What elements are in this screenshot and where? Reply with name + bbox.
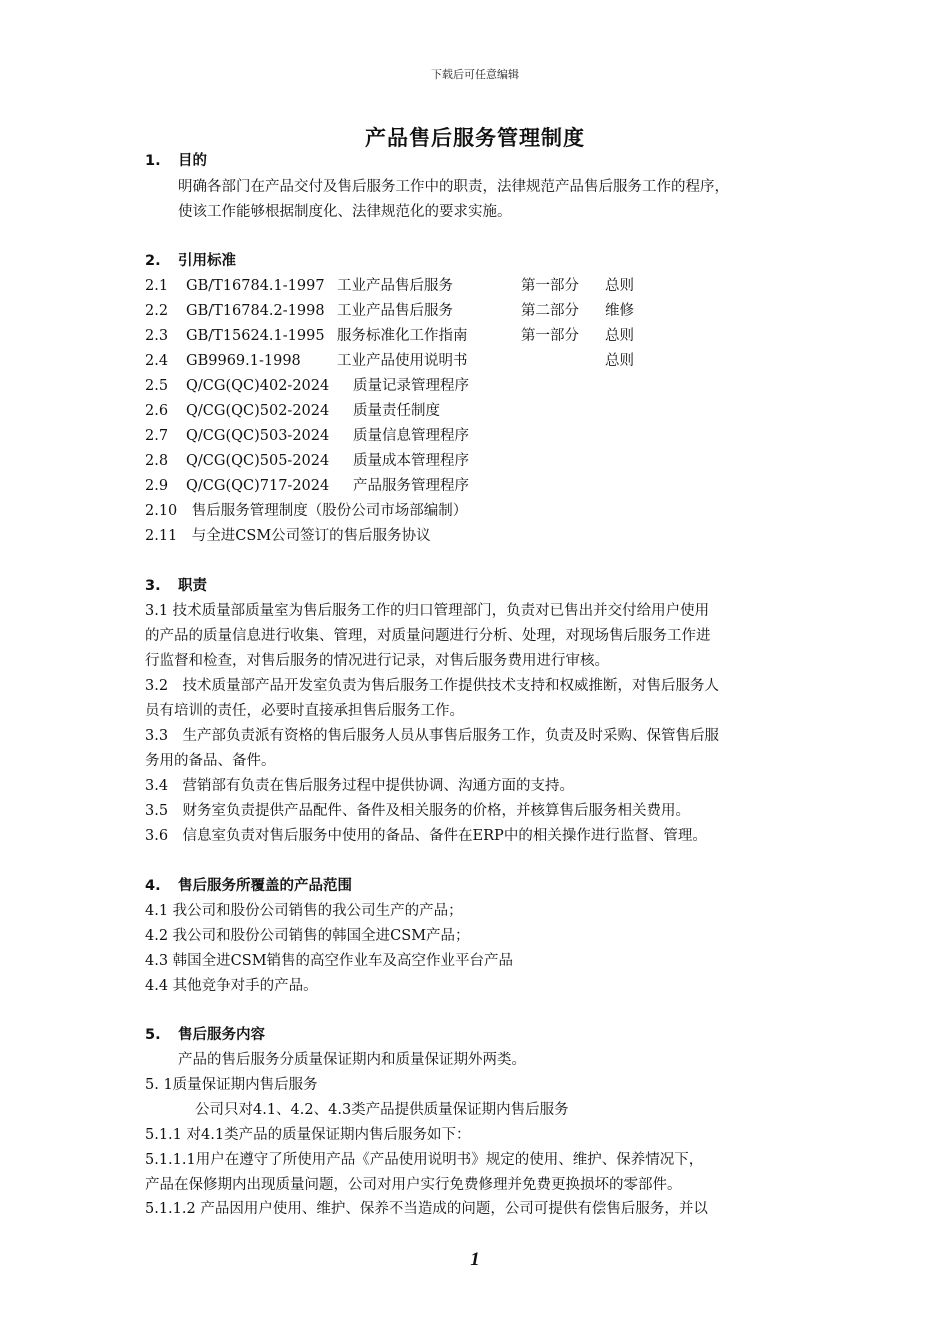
standard-tail: 维修 xyxy=(605,303,634,319)
scope-line: 4.3 韩国全进CSM销售的高空作业车及高空作业平台产品 xyxy=(145,953,514,969)
standard-code: Q/CG(QC)505-2024 xyxy=(186,453,330,469)
standard-no: 2.3 xyxy=(145,328,169,344)
standard-name: 质量责任制度 xyxy=(353,403,440,419)
page-title: 产品售后服务管理制度 xyxy=(365,126,585,150)
scope-line: 4.4 其他竞争对手的产品。 xyxy=(145,978,318,994)
content-line: 产品在保修期内出现质量问题，公司对用户实行免费修理并免费更换损坏的零部件。 xyxy=(145,1177,682,1193)
standard-name: 工业产品使用说明书 xyxy=(337,353,468,369)
section-1-number: 1. xyxy=(145,153,161,169)
duty-line: 3.2 技术质量部产品开发室负责为售后服务工作提供技术支持和权威推断，对售后服务人 xyxy=(145,678,720,694)
standard-no: 2.5 xyxy=(145,378,169,394)
section-5-heading: 售后服务内容 xyxy=(178,1027,265,1043)
section-4-number: 4. xyxy=(145,878,161,894)
standard-part: 第一部分 xyxy=(521,278,579,294)
standard-tail: 总则 xyxy=(605,328,634,344)
standard-no: 2.9 xyxy=(145,478,169,494)
standard-no: 2.7 xyxy=(145,428,169,444)
duty-line: 的产品的质量信息进行收集、管理，对质量问题进行分析、处理，对现场售后服务工作进 xyxy=(145,628,711,644)
content-line: 公司只对4.1、4.2、4.3类产品提供质量保证期内售后服务 xyxy=(195,1102,569,1118)
content-line: 5. 1质量保证期内售后服务 xyxy=(145,1077,318,1093)
standard-name: 质量信息管理程序 xyxy=(353,428,469,444)
standard-part: 第二部分 xyxy=(521,303,579,319)
standard-no: 2.2 xyxy=(145,303,169,319)
standard-no: 2.6 xyxy=(145,403,169,419)
standard-name: 产品服务管理程序 xyxy=(353,478,469,494)
section-2-heading: 引用标准 xyxy=(178,253,236,269)
standard-code: GB/T16784.2-1998 xyxy=(186,303,325,319)
standard-no: 2.8 xyxy=(145,453,169,469)
section-1-para-line: 明确各部门在产品交付及售后服务工作中的职责，法律规范产品售后服务工作的程序， xyxy=(178,179,729,195)
standard-code: Q/CG(QC)503-2024 xyxy=(186,428,330,444)
duty-line: 3.3 生产部负责派有资格的售后服务人员从事售后服务工作，负责及时采购、保管售后服 xyxy=(145,728,720,744)
content-line: 5.1.1.1用户在遵守了所使用产品《产品使用说明书》规定的使用、维护、保养情况下， xyxy=(145,1152,704,1168)
duty-line: 员有培训的责任，必要时直接承担售后服务工作。 xyxy=(145,703,464,719)
standard-name: 质量成本管理程序 xyxy=(353,453,469,469)
content-line: 5.1.1.2 产品因用户使用、维护、保养不当造成的问题，公司可提供有偿售后服务，并以 xyxy=(145,1201,708,1217)
standard-tail: 总则 xyxy=(605,278,634,294)
duty-line: 3.1 技术质量部质量室为售后服务工作的归口管理部门，负责对已售出并交付给用户使用 xyxy=(145,603,710,619)
standard-name: 服务标准化工作指南 xyxy=(337,328,468,344)
content-line: 产品的售后服务分质量保证期内和质量保证期外两类。 xyxy=(178,1052,526,1068)
standard-code: GB/T16784.1-1997 xyxy=(186,278,325,294)
scope-line: 4.2 我公司和股份公司销售的韩国全进CSM产品； xyxy=(145,928,470,944)
standard-name: 质量记录管理程序 xyxy=(353,378,469,394)
standard-code: Q/CG(QC)717-2024 xyxy=(186,478,330,494)
duty-line: 务用的备品、备件。 xyxy=(145,753,276,769)
header-note: 下载后可任意编辑 xyxy=(431,68,519,81)
duty-line: 3.6 信息室负责对售后服务中使用的备品、备件在ERP中的相关操作进行监督、管理。 xyxy=(145,828,707,844)
standard-no: 2.1 xyxy=(145,278,169,294)
standard-no: 2.4 xyxy=(145,353,169,369)
section-2-number: 2. xyxy=(145,253,161,269)
section-5-number: 5. xyxy=(145,1027,161,1043)
duty-line: 3.4 营销部有负责在售后服务过程中提供协调、沟通方面的支持。 xyxy=(145,778,575,794)
section-1-heading: 目的 xyxy=(178,153,207,169)
page-number: 1 xyxy=(470,1249,480,1270)
standard-name: 工业产品售后服务 xyxy=(337,278,453,294)
section-1-para-line: 使该工作能够根据制度化、法律规范化的要求实施。 xyxy=(178,204,512,220)
reference-line: 2.11 与全进CSM公司签订的售后服务协议 xyxy=(145,528,431,544)
standard-name: 工业产品售后服务 xyxy=(337,303,453,319)
duty-line: 行监督和检查，对售后服务的情况进行记录，对售后服务费用进行审核。 xyxy=(145,653,609,669)
content-line: 5.1.1 对4.1类产品的质量保证期内售后服务如下： xyxy=(145,1127,471,1143)
duty-line: 3.5 财务室负责提供产品配件、备件及相关服务的价格，并核算售后服务相关费用。 xyxy=(145,803,691,819)
standard-code: GB9969.1-1998 xyxy=(186,353,301,369)
standard-code: GB/T15624.1-1995 xyxy=(186,328,325,344)
section-4-heading: 售后服务所覆盖的产品范围 xyxy=(178,878,352,894)
standard-part: 第一部分 xyxy=(521,328,579,344)
standard-tail: 总则 xyxy=(605,353,634,369)
scope-line: 4.1 我公司和股份公司销售的我公司生产的产品； xyxy=(145,903,463,919)
standard-code: Q/CG(QC)502-2024 xyxy=(186,403,330,419)
reference-line: 2.10 售后服务管理制度（股份公司市场部编制） xyxy=(145,503,468,519)
section-3-number: 3. xyxy=(145,578,161,594)
standard-code: Q/CG(QC)402-2024 xyxy=(186,378,330,394)
section-3-heading: 职责 xyxy=(178,578,207,594)
